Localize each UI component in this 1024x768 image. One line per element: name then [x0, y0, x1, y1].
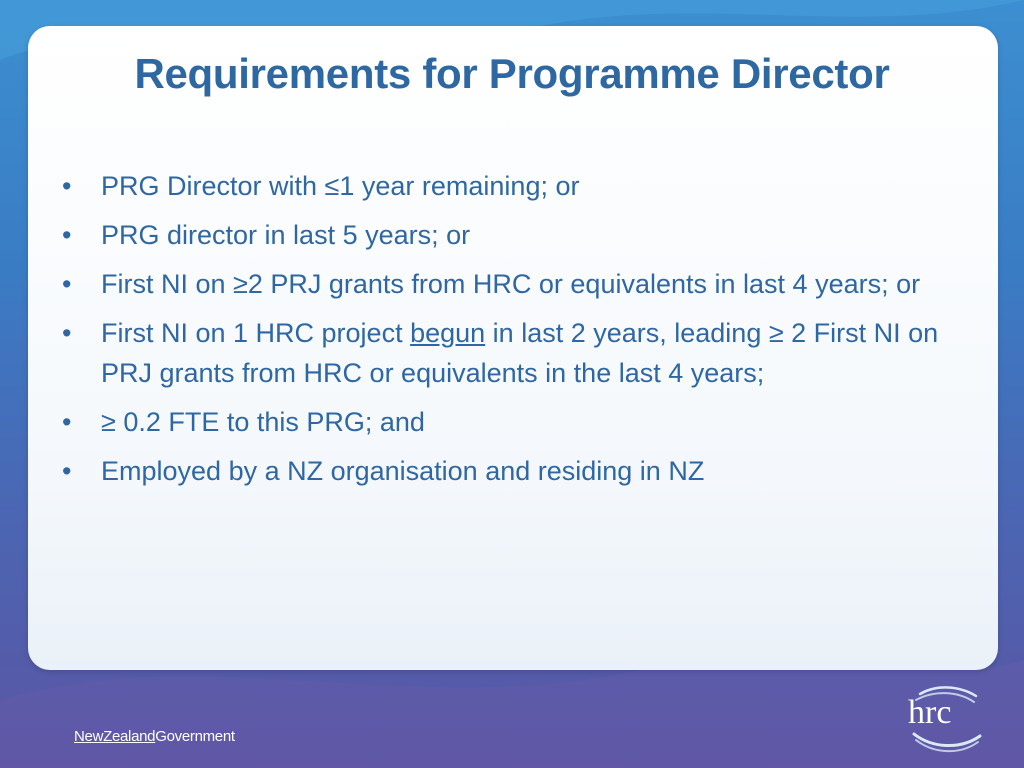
- nz-logo-part2: Government: [155, 728, 235, 745]
- bullet-text: First NI on ≥2 PRJ grants from HRC or equivalents in last 4 years; or: [101, 269, 921, 299]
- nz-logo-part1: NewZealand: [74, 728, 156, 745]
- slide-title: Requirements for Programme Director: [134, 50, 890, 97]
- nz-government-logo: [74, 728, 235, 745]
- list-item: [62, 166, 962, 206]
- bullet-text-pre: First NI on 1 HRC project: [101, 318, 411, 348]
- bullet-icon: •: [62, 171, 72, 201]
- bullet-text: PRG director in last 5 years; or: [101, 220, 471, 250]
- bullet-icon: •: [62, 318, 72, 348]
- bullet-icon: •: [62, 269, 72, 299]
- bullet-emphasis: begun: [410, 318, 486, 348]
- hrc-logo-text: hrc: [908, 694, 952, 731]
- bullet-icon: •: [62, 456, 72, 486]
- bullet-text: ≥ 0.2 FTE to this PRG; and: [101, 407, 425, 437]
- list-item: [62, 313, 962, 393]
- bullet-icon: •: [62, 407, 72, 437]
- list-item: [62, 402, 962, 442]
- list-item: [62, 215, 962, 255]
- bullet-text-post: in last 2 years, leading ≥ 2 First NI on PRJ grants from HRC or equivalents in the last 4 years;: [101, 318, 939, 388]
- requirements-list: [62, 166, 962, 500]
- bullet-text: Employed by a NZ organisation and residing in NZ: [101, 456, 705, 486]
- list-item: [62, 264, 962, 304]
- bullet-icon: •: [62, 220, 72, 250]
- list-item: [62, 451, 962, 491]
- bullet-text: PRG Director with ≤1 year remaining; or: [101, 171, 580, 201]
